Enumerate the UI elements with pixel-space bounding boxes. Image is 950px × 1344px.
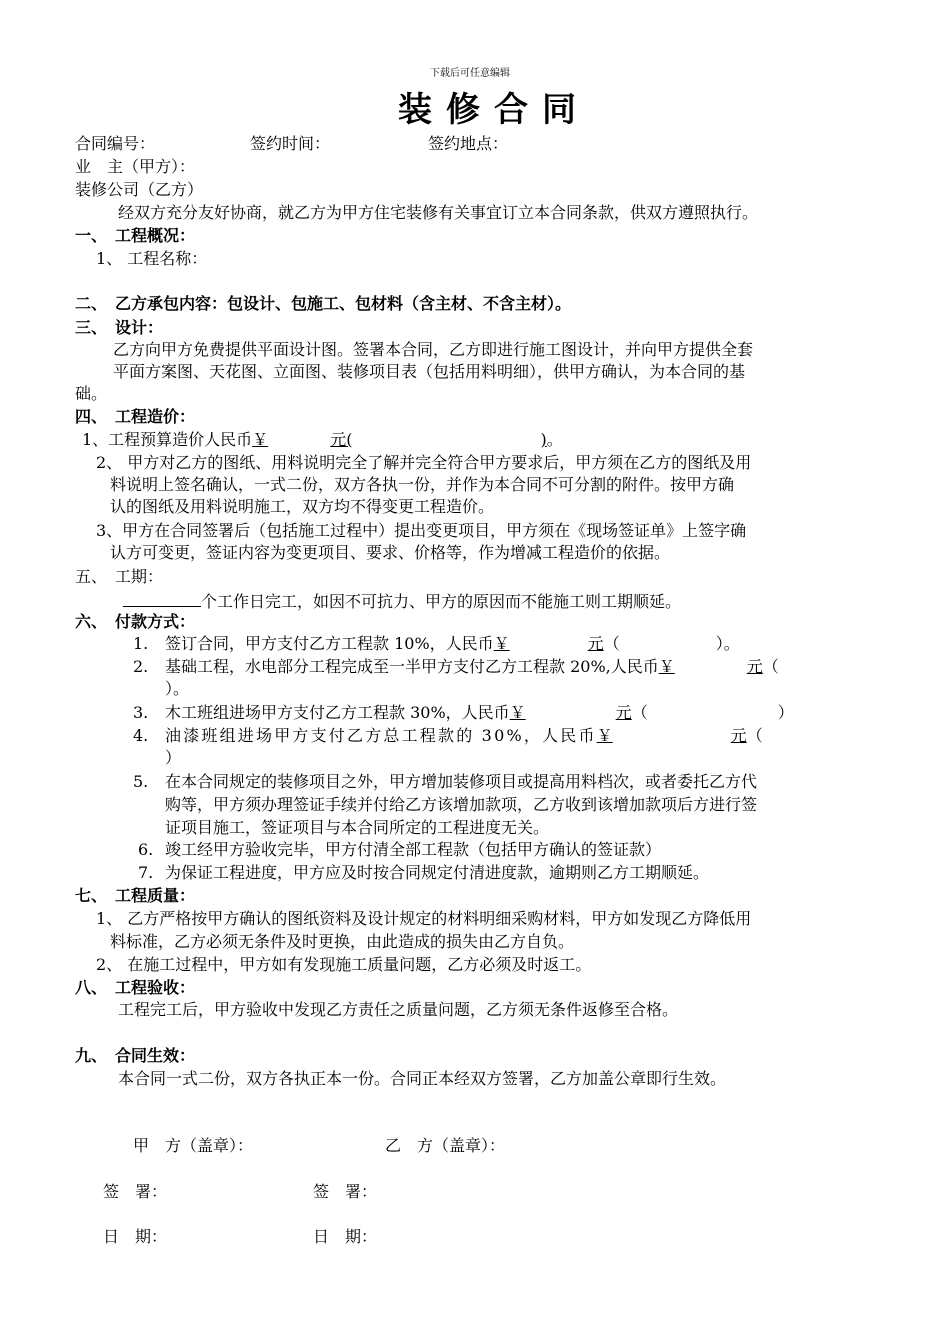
section-1-heading: 一、 工程概况： xyxy=(75,226,196,245)
section-8-text: 工程完工后，甲方验收中发现乙方责任之质量问题，乙方须无条件返修至合格。 xyxy=(118,1000,679,1019)
section-5-text: 个工作日完工，如因不可抗力、甲方的原因而不能施工则工期顺延。 xyxy=(123,590,681,612)
party-b-signature-label: 签 署： xyxy=(313,1182,378,1201)
section-2-heading: 二、 乙方承包内容：包设计、包施工、包材料（含主材、不含主材）。 xyxy=(75,294,572,313)
payment-6: 竣工经甲方验收完毕，甲方付清全部工程款（包括甲方确认的签证款） xyxy=(165,840,662,859)
payment-2-number: 2. xyxy=(133,657,149,676)
section-5-heading: 五、 工期： xyxy=(75,567,164,586)
section-4-item-2-line-1: 2、 甲方对乙方的图纸、用料说明完全了解并完全符合甲方要求后，甲方须在乙方的图纸及用 xyxy=(96,453,752,472)
section-4-item-1: 1、工程预算造价人民币￥ 元( )。 xyxy=(82,430,563,449)
section-7-item-1-line-1: 1、 乙方严格按甲方确认的图纸资料及设计规定的材料明细采购材料，甲方如发现乙方降低用 xyxy=(96,909,752,928)
payment-7: 为保证工程进度，甲方应及时按合同规定付清进度款，逾期则乙方工期顺延。 xyxy=(165,863,710,882)
budget-amount-field[interactable]: ￥ 元( xyxy=(252,430,353,449)
payment-2-line-2: ）。 xyxy=(165,679,190,698)
payment-5-line-1: 在本合同规定的装修项目之外，甲方增加装修项目或提高用料档次，或者委托乙方代 xyxy=(165,772,758,791)
payment-1-number: 1. xyxy=(133,634,149,653)
party-b-seal-label: 乙 方（盖章）： xyxy=(385,1136,506,1155)
sign-time-label: 签约时间： xyxy=(250,134,331,153)
party-a-signature-label: 签 署： xyxy=(103,1182,168,1201)
payment-1: 签订合同，甲方支付乙方工程款 10%，人民币￥ 元（ ）。 xyxy=(165,634,740,653)
section-1-item-1: 1、 工程名称： xyxy=(96,249,208,268)
workdays-field[interactable] xyxy=(123,590,201,607)
section-7-item-2: 2、 在施工过程中，甲方如有发现施工质量问题，乙方必须及时返工。 xyxy=(96,955,592,974)
section-3-line-1: 乙方向甲方免费提供平面设计图。签署本合同，乙方即进行施工图设计，并向甲方提供全套 xyxy=(113,340,754,359)
payment-4: 油漆班组进场甲方支付乙方总工程款的 30%，人民币￥ 元（ xyxy=(165,726,763,745)
budget-label: 1、工程预算造价人民币 xyxy=(82,430,253,449)
payment-1-amount-field[interactable]: ￥ 元 xyxy=(493,634,604,653)
section-7-heading: 七、 工程质量： xyxy=(75,886,196,905)
section-3-line-3: 础。 xyxy=(75,384,108,403)
section-7-item-1-line-2: 料标准，乙方必须无条件及时更换，由此造成的损失由乙方自负。 xyxy=(110,932,575,951)
payment-4-amount-field[interactable]: ￥ 元 xyxy=(596,726,747,745)
party-b-date-label: 日 期： xyxy=(313,1227,378,1246)
payment-3-number: 3. xyxy=(133,703,149,722)
section-4-heading: 四、 工程造价： xyxy=(75,407,196,426)
yuan-label: 元 xyxy=(330,430,347,449)
company-party-label: 装修公司（乙方） xyxy=(75,180,204,199)
party-a-seal-label: 甲 方（盖章）： xyxy=(133,1136,254,1155)
section-3-line-2: 平面方案图、天花图、立面图、装修项目表（包括用料明细），供甲方确认，为本合同的基 xyxy=(113,362,746,381)
payment-3: 木工班组进场甲方支付乙方工程款 30%，人民币￥ 元（ ） xyxy=(165,703,794,722)
payment-4-number: 4. xyxy=(133,726,149,745)
page-title: 装修合同 xyxy=(398,90,590,130)
section-4-item-2-line-3: 认的图纸及用料说明施工，双方均不得变更工程造价。 xyxy=(110,497,495,516)
section-4-item-3-line-2: 认方可变更，签证内容为变更项目、要求、价格等，作为增减工程造价的依据。 xyxy=(110,543,671,562)
section-9-text: 本合同一式二份，双方各执正本一份。合同正本经双方签署，乙方加盖公章即行生效。 xyxy=(118,1069,727,1088)
section-3-heading: 三、 设计： xyxy=(75,318,164,337)
payment-6-number: 6. xyxy=(138,840,154,859)
payment-4-line-2: ） xyxy=(165,748,182,767)
payment-2-amount-field[interactable]: ￥ 元 xyxy=(658,657,763,676)
section-4-item-3-line-1: 3、甲方在合同签署后（包括施工过程中）提出变更项目，甲方须在《现场签证单》上签字确 xyxy=(96,521,747,540)
contract-number-label: 合同编号： xyxy=(75,134,156,153)
payment-3-amount-field[interactable]: ￥ 元 xyxy=(509,703,632,722)
payment-5-line-3: 证项目施工，签证项目与本合同所定的工程进度无关。 xyxy=(165,818,550,837)
payment-5-number: 5. xyxy=(133,772,149,791)
section-6-heading: 六、 付款方式： xyxy=(75,612,196,631)
payment-5-line-2: 购等，甲方须办理签证手续并付给乙方该增加款项，乙方收到该增加款项后方进行签 xyxy=(165,795,758,814)
intro-paragraph: 经双方充分友好协商，就乙方为甲方住宅装修有关事宜订立本合同条款，供双方遵照执行。 xyxy=(118,203,759,222)
yen-sign: ￥ xyxy=(252,430,269,449)
payment-2: 基础工程，水电部分工程完成至一半甲方支付乙方工程款 20%,人民币￥ 元（ xyxy=(165,657,779,676)
section-4-item-2-line-2: 料说明上签名确认，一式二份，双方各执一份，并作为本合同不可分割的附件。按甲方确 xyxy=(110,475,735,494)
sign-place-label: 签约地点： xyxy=(428,134,509,153)
payment-7-number: 7. xyxy=(138,863,154,882)
party-a-date-label: 日 期： xyxy=(103,1227,168,1246)
header-note: 下载后可任意编辑 xyxy=(430,68,510,79)
section-9-heading: 九、 合同生效： xyxy=(75,1046,196,1065)
owner-party-label: 业 主（甲方）： xyxy=(75,157,196,176)
section-8-heading: 八、 工程验收： xyxy=(75,978,196,997)
